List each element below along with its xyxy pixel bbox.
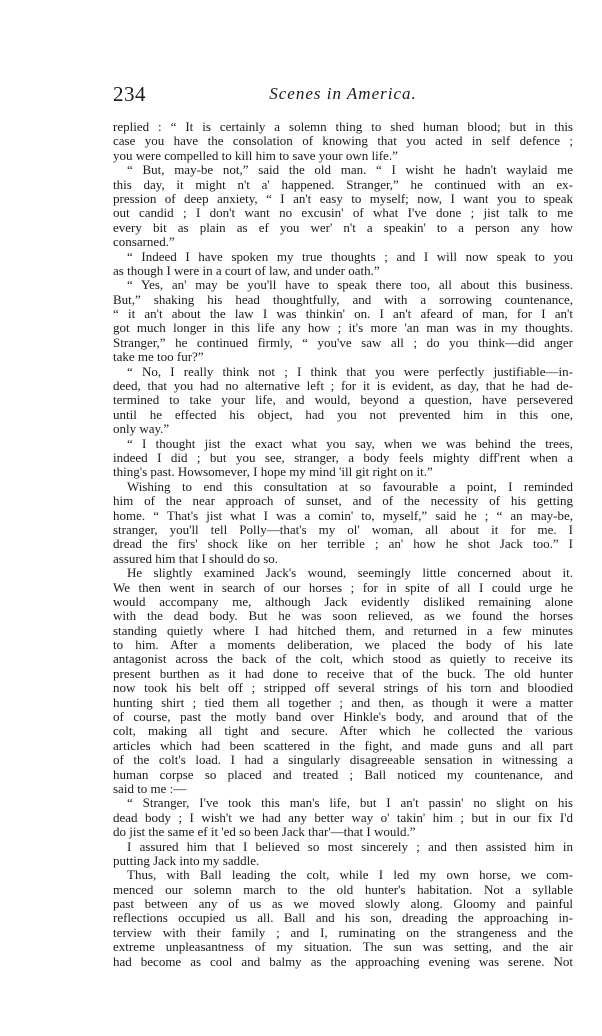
text-line: “ No, I really think not ; I think that you were perfectly justifiable—in- (127, 363, 573, 379)
page-number: 234 (113, 82, 146, 106)
text-line: reflections occupied us all. Ball and his son, dreading the approaching in- (113, 910, 573, 926)
text-line: pression of deep anxiety, “ I an't easy to myself; now, I want you to speak (113, 190, 573, 206)
text-line: stranger, you'll tell Polly—that's my ol' woman, all about it for me. I (113, 521, 573, 537)
text-line: termined to take your life, and would, beyond a question, have persevered (113, 392, 573, 408)
text-line: antagonist across the back of the colt, which stood as quietly to receive its (113, 651, 573, 667)
text-line: We then went in search of our horses ; for in spite of all I could urge he (113, 579, 573, 595)
text-line: Wishing to end this consultation at so favourable a point, I reminded (127, 478, 573, 494)
text-line: past between any of us as we moved slowly along. Gloomy and painful (113, 896, 573, 912)
text-line: until he effected his object, had you not prevented him in this one, (113, 406, 573, 422)
text-line: standing quietly where I had hitched them, and returned in a few minutes (113, 622, 573, 638)
text-line: home. “ That's jist what I was a comin' to, myself,” said he ; “ an may-be, (113, 507, 573, 523)
text-line: take me too fur?” (113, 349, 204, 365)
text-line: with the dead body. But he was soon relieved, as we found the horses (113, 608, 573, 624)
text-line: consarned.” (113, 234, 175, 250)
text-line: hunting shirt ; tied them all together ; and then, as though it were a matter (113, 694, 573, 710)
text-line: of course, past the motly band over Hinkle's body, and around that of the (113, 709, 573, 725)
text-line: “ I thought jist the exact what you say, when we was behind the trees, (127, 435, 573, 451)
body-text (113, 120, 573, 969)
text-line: He slightly examined Jack's wound, seemingly little concerned about it. (127, 565, 573, 581)
text-line: do jist the same ef it 'ed so been Jack thar'—that I would.” (113, 824, 416, 840)
text-line: “ Yes, an' may be you'll have to speak there too, all about this business. (127, 277, 573, 293)
text-line: you were compelled to kill him to save your own life.” (113, 147, 398, 163)
text-line: now took his belt off ; stripped off several strings of his torn and bloodied (113, 680, 573, 696)
text-line: dead body ; I wish't we had any better way o' takin' him ; but in our fix I'd (113, 809, 573, 825)
text-line: human corpse so placed and treated ; Ball noticed my countenance, and (113, 766, 573, 782)
text-line: as though I were in a court of law, and under oath.” (113, 262, 380, 278)
text-line: would accompany me, although Jack evidently disliked remaining alone (113, 593, 573, 609)
text-line: putting Jack into my saddle. (113, 852, 260, 868)
text-line: of the colt's load. I had a singularly disagreeable sensation in witnessing a (113, 752, 573, 768)
text-line: “ But, may-be not,” said the old man. “ I wisht he hadn't waylaid me (127, 162, 573, 178)
text-line: indeed I did ; but you see, stranger, a body feels mighty diff'rent when a (113, 449, 573, 465)
text-line: extreme unpleasantness of my situation. The sun was setting, and the air (113, 939, 573, 955)
text-line: Thus, with Ball leading the colt, while I led my own horse, we com- (127, 867, 573, 883)
text-line: out candid ; I don't want no excusin' of what I've done ; jist talk to me (113, 205, 573, 221)
page-header (113, 82, 573, 106)
text-line: had become as cool and balmy as the approaching evening was serene. Not (113, 953, 573, 969)
running-title: Scenes in America. (269, 84, 417, 103)
text-line: this day, it might n't a' happened. Stranger,” he continued with an ex- (113, 176, 573, 192)
text-line: “ Stranger, I've took this man's life, but I an't passin' no slight on his (127, 795, 573, 811)
text-line: said to me :— (113, 780, 187, 796)
text-line: dread the firs' shock like on her terrible ; an' how he shot Jack too.” I (113, 536, 573, 552)
text-line: Stranger,” he continued firmly, “ you've saw all ; do you think—did anger (113, 334, 573, 350)
text-line: deed, that you had no alternative left ; for it is evident, as day, that he had de- (113, 378, 573, 394)
text-line: I assured him that I believed so most sincerely ; and then assisted him in (127, 838, 573, 854)
text-line: got much longer in this life any how ; it's more 'an man was in my thoughts. (113, 320, 573, 336)
text-line: present burthen as it had done to receive that of the buck. The old hunter (113, 665, 573, 681)
text-line: “ it an't about the law I was thinkin' on. I an't afeard of man, for I an't (113, 306, 573, 322)
text-line: replied : “ It is certainly a solemn thing to shed human blood; but in this (113, 119, 573, 134)
text-line: colt, making all tight and secure. After which he collected the various (113, 723, 573, 739)
text-line: only way.” (113, 421, 170, 437)
text-line: case you have the consolation of knowing that you acted in self defence ; (113, 133, 573, 149)
text-line: assured him that I should do so. (113, 550, 279, 566)
text-line: But,” shaking his head thoughtfully, and with a sorrowing countenance, (113, 291, 573, 307)
text-line: him of the near approach of sunset, and of the necessity of his getting (113, 493, 573, 509)
text-line: thing's past. Howsomever, I hope my mind 'ill git right on it.” (113, 464, 433, 480)
text-line: every bit as plain as ef you wer' n't a speakin' to a person any how (113, 219, 573, 235)
text-line: “ Indeed I have spoken my true thoughts ; and I will now speak to you (127, 248, 573, 264)
text-line: terview with their family ; and I, ruminating on the strangeness and the (113, 924, 573, 940)
text-line: articles which had been scattered in the fight, and made guns and all part (113, 737, 573, 753)
text-line: to him. After a moments deliberation, we placed the body of his late (113, 637, 573, 653)
text-line: menced our solemn march to the old hunter's habitation. Not a syllable (113, 881, 573, 897)
